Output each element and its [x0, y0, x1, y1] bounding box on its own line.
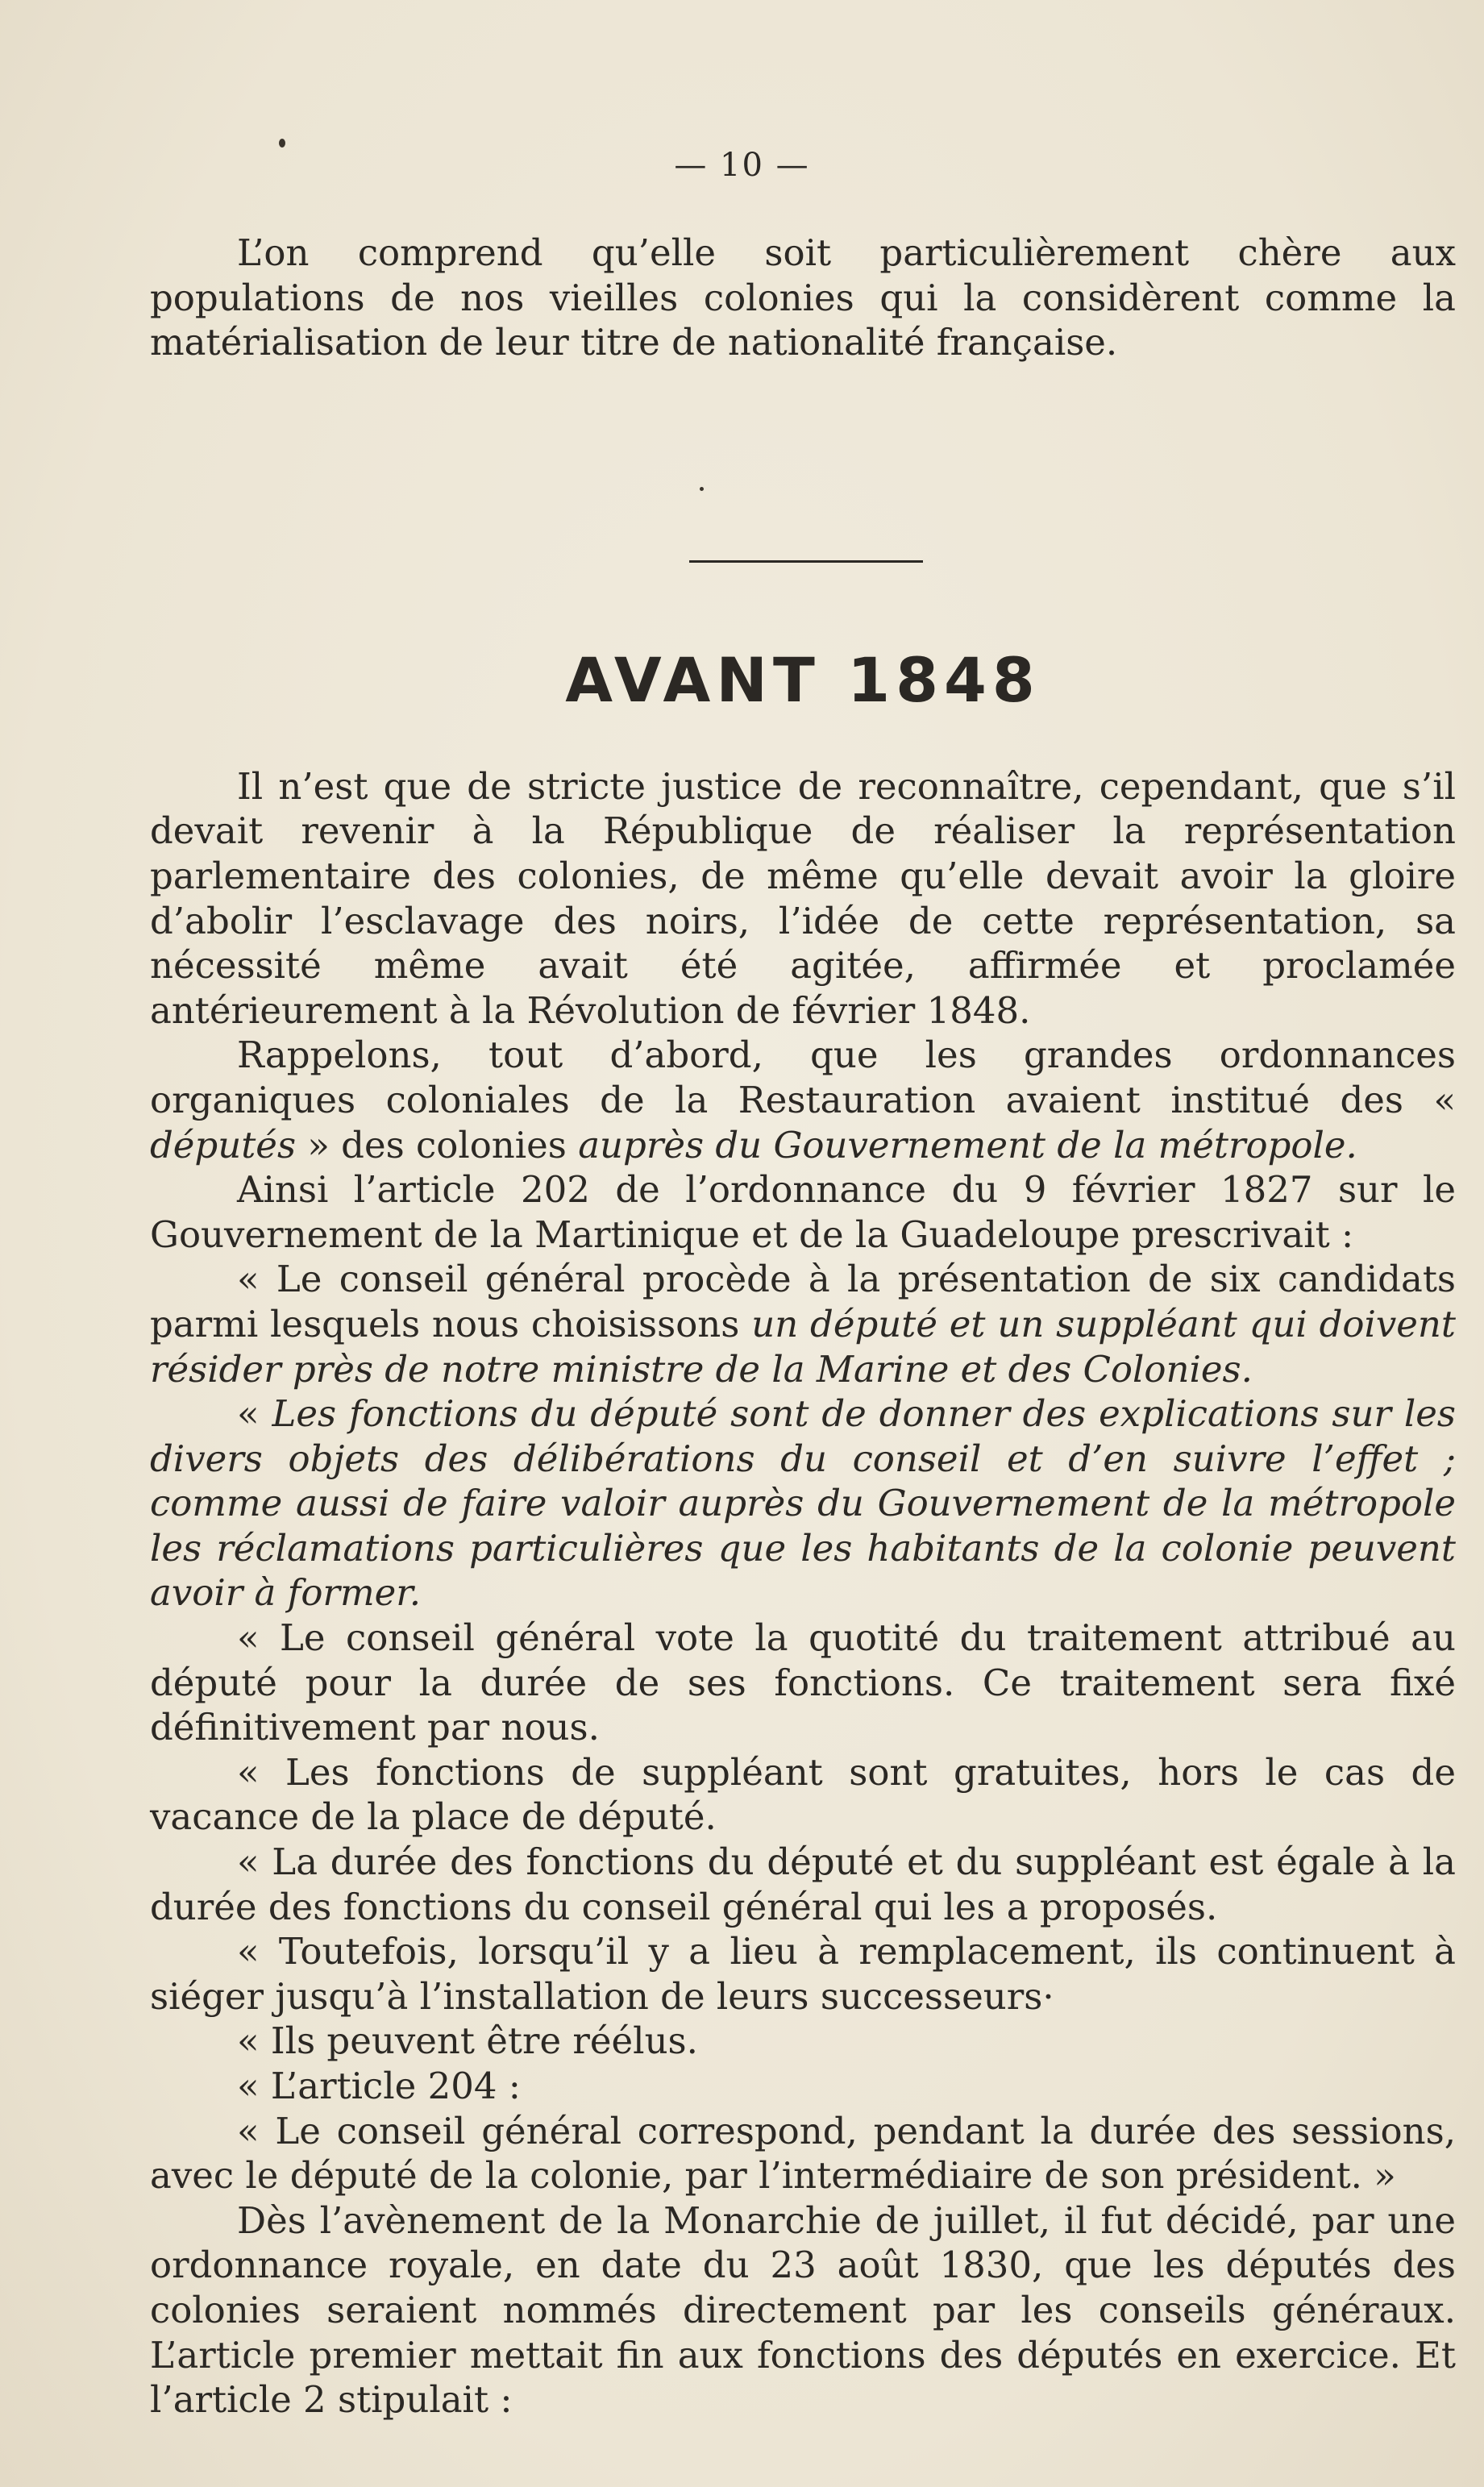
- paragraph: [150, 1750, 1456, 1840]
- text-run: «: [237, 1392, 272, 1436]
- paragraph: [150, 1929, 1456, 2019]
- page-body: [150, 226, 1456, 2423]
- intro-paragraph: L’on comprend qu’elle soit particulièrement chère aux populations de nos vieilles colonies qui la considèrent comme la matérialisation de leur titre de nationalité française.: [150, 231, 1456, 364]
- paragraph: [150, 1840, 1456, 1929]
- italic-run: députés: [150, 1123, 297, 1167]
- paragraph: [150, 2064, 1456, 2109]
- text-run: « Les fonctions de suppléant sont gratuites, hors le cas de vacance de la place de député.: [150, 1750, 1456, 1839]
- text-run: » des colonies: [296, 1123, 579, 1167]
- text-run: « Le conseil général correspond, pendant la durée des sessions, avec le député de la colonie, par l’intermédiaire de son président. »: [150, 2109, 1456, 2198]
- paragraph: [150, 1257, 1456, 1391]
- section-title: AVANT 1848: [565, 643, 1041, 716]
- paragraph: [150, 764, 1456, 1033]
- paragraph: [150, 2019, 1456, 2064]
- text-run: Ainsi l’article 202 de l’ordonnance du 9 février 1827 sur le Gouvernement de la Martinique et de la Guadeloupe prescrivait :: [150, 1168, 1456, 1256]
- text-run: « Toutefois, lorsqu’il y a lieu à remplacement, ils continuent à siéger jusqu’à l’installation de leurs successeurs·: [150, 1930, 1456, 2018]
- paragraph: [150, 1167, 1456, 1257]
- italic-run: Les fonctions du député sont de donner des explications sur les divers objets des délibérations du conseil et d’en suivre l’effet ; comme aussi de faire valoir auprès du Gouvernement de la métropole les réclamations particulières que les habitants de la colonie peuvent avoir à former.: [150, 1392, 1456, 1615]
- paragraph: [150, 2109, 1456, 2198]
- text-run: « Le conseil général vote la quotité du traitement attribué au député pour la durée de ses fonctions. Ce traitement sera fixé définitivement par nous.: [150, 1616, 1456, 1749]
- text-run: Il n’est que de stricte justice de reconnaître, cependant, que s’il devait revenir à la République de réaliser la représentation parlementaire des colonies, de même qu’elle devait avoir la gloire d’abolir l’esclavage des noirs, l’idée de cette représentation, sa nécessité même avait été agitée, affirmée et proclamée antérieurement à la Révolution de février 1848.: [150, 764, 1456, 1032]
- text-run: « Ils peuvent être réélus.: [237, 2019, 698, 2063]
- section-divider: [689, 560, 923, 563]
- paragraph: [150, 1391, 1456, 1616]
- text-run: « Le conseil général procède à la présentation de six candidats parmi lesquels nous choisissons: [150, 1258, 1456, 1345]
- text-run: « La durée des fonctions du député et du suppléant est égale à la durée des fonctions du conseil général qui les a proposés.: [150, 1840, 1456, 1928]
- text-run: Rappelons, tout d’abord, que les grandes ordonnances organiques coloniales de la Restauration avaient institué des «: [150, 1033, 1456, 1121]
- italic-run: un député et un suppléant qui doivent résider près de notre ministre de la Marine et des Colonies.: [150, 1302, 1456, 1391]
- text-run: « L’article 204 :: [237, 2065, 521, 2107]
- paragraph: [150, 2198, 1456, 2423]
- paragraph: [150, 1616, 1456, 1750]
- section-text: [150, 764, 1456, 2423]
- text-run: Dès l’avènement de la Monarchie de juillet, il fut décidé, par une ordonnance royale, en date du 23 août 1830, que les députés des colonies seraient nommés directement par les conseils généraux. L’article premier mettait fin aux fonctions des députés en exercice. Et l’article 2 stipulait :: [150, 2198, 1456, 2422]
- italic-run: auprès du Gouvernement de la métropole.: [578, 1123, 1357, 1167]
- page-number: — 10 —: [674, 147, 810, 184]
- paragraph: [150, 1033, 1456, 1167]
